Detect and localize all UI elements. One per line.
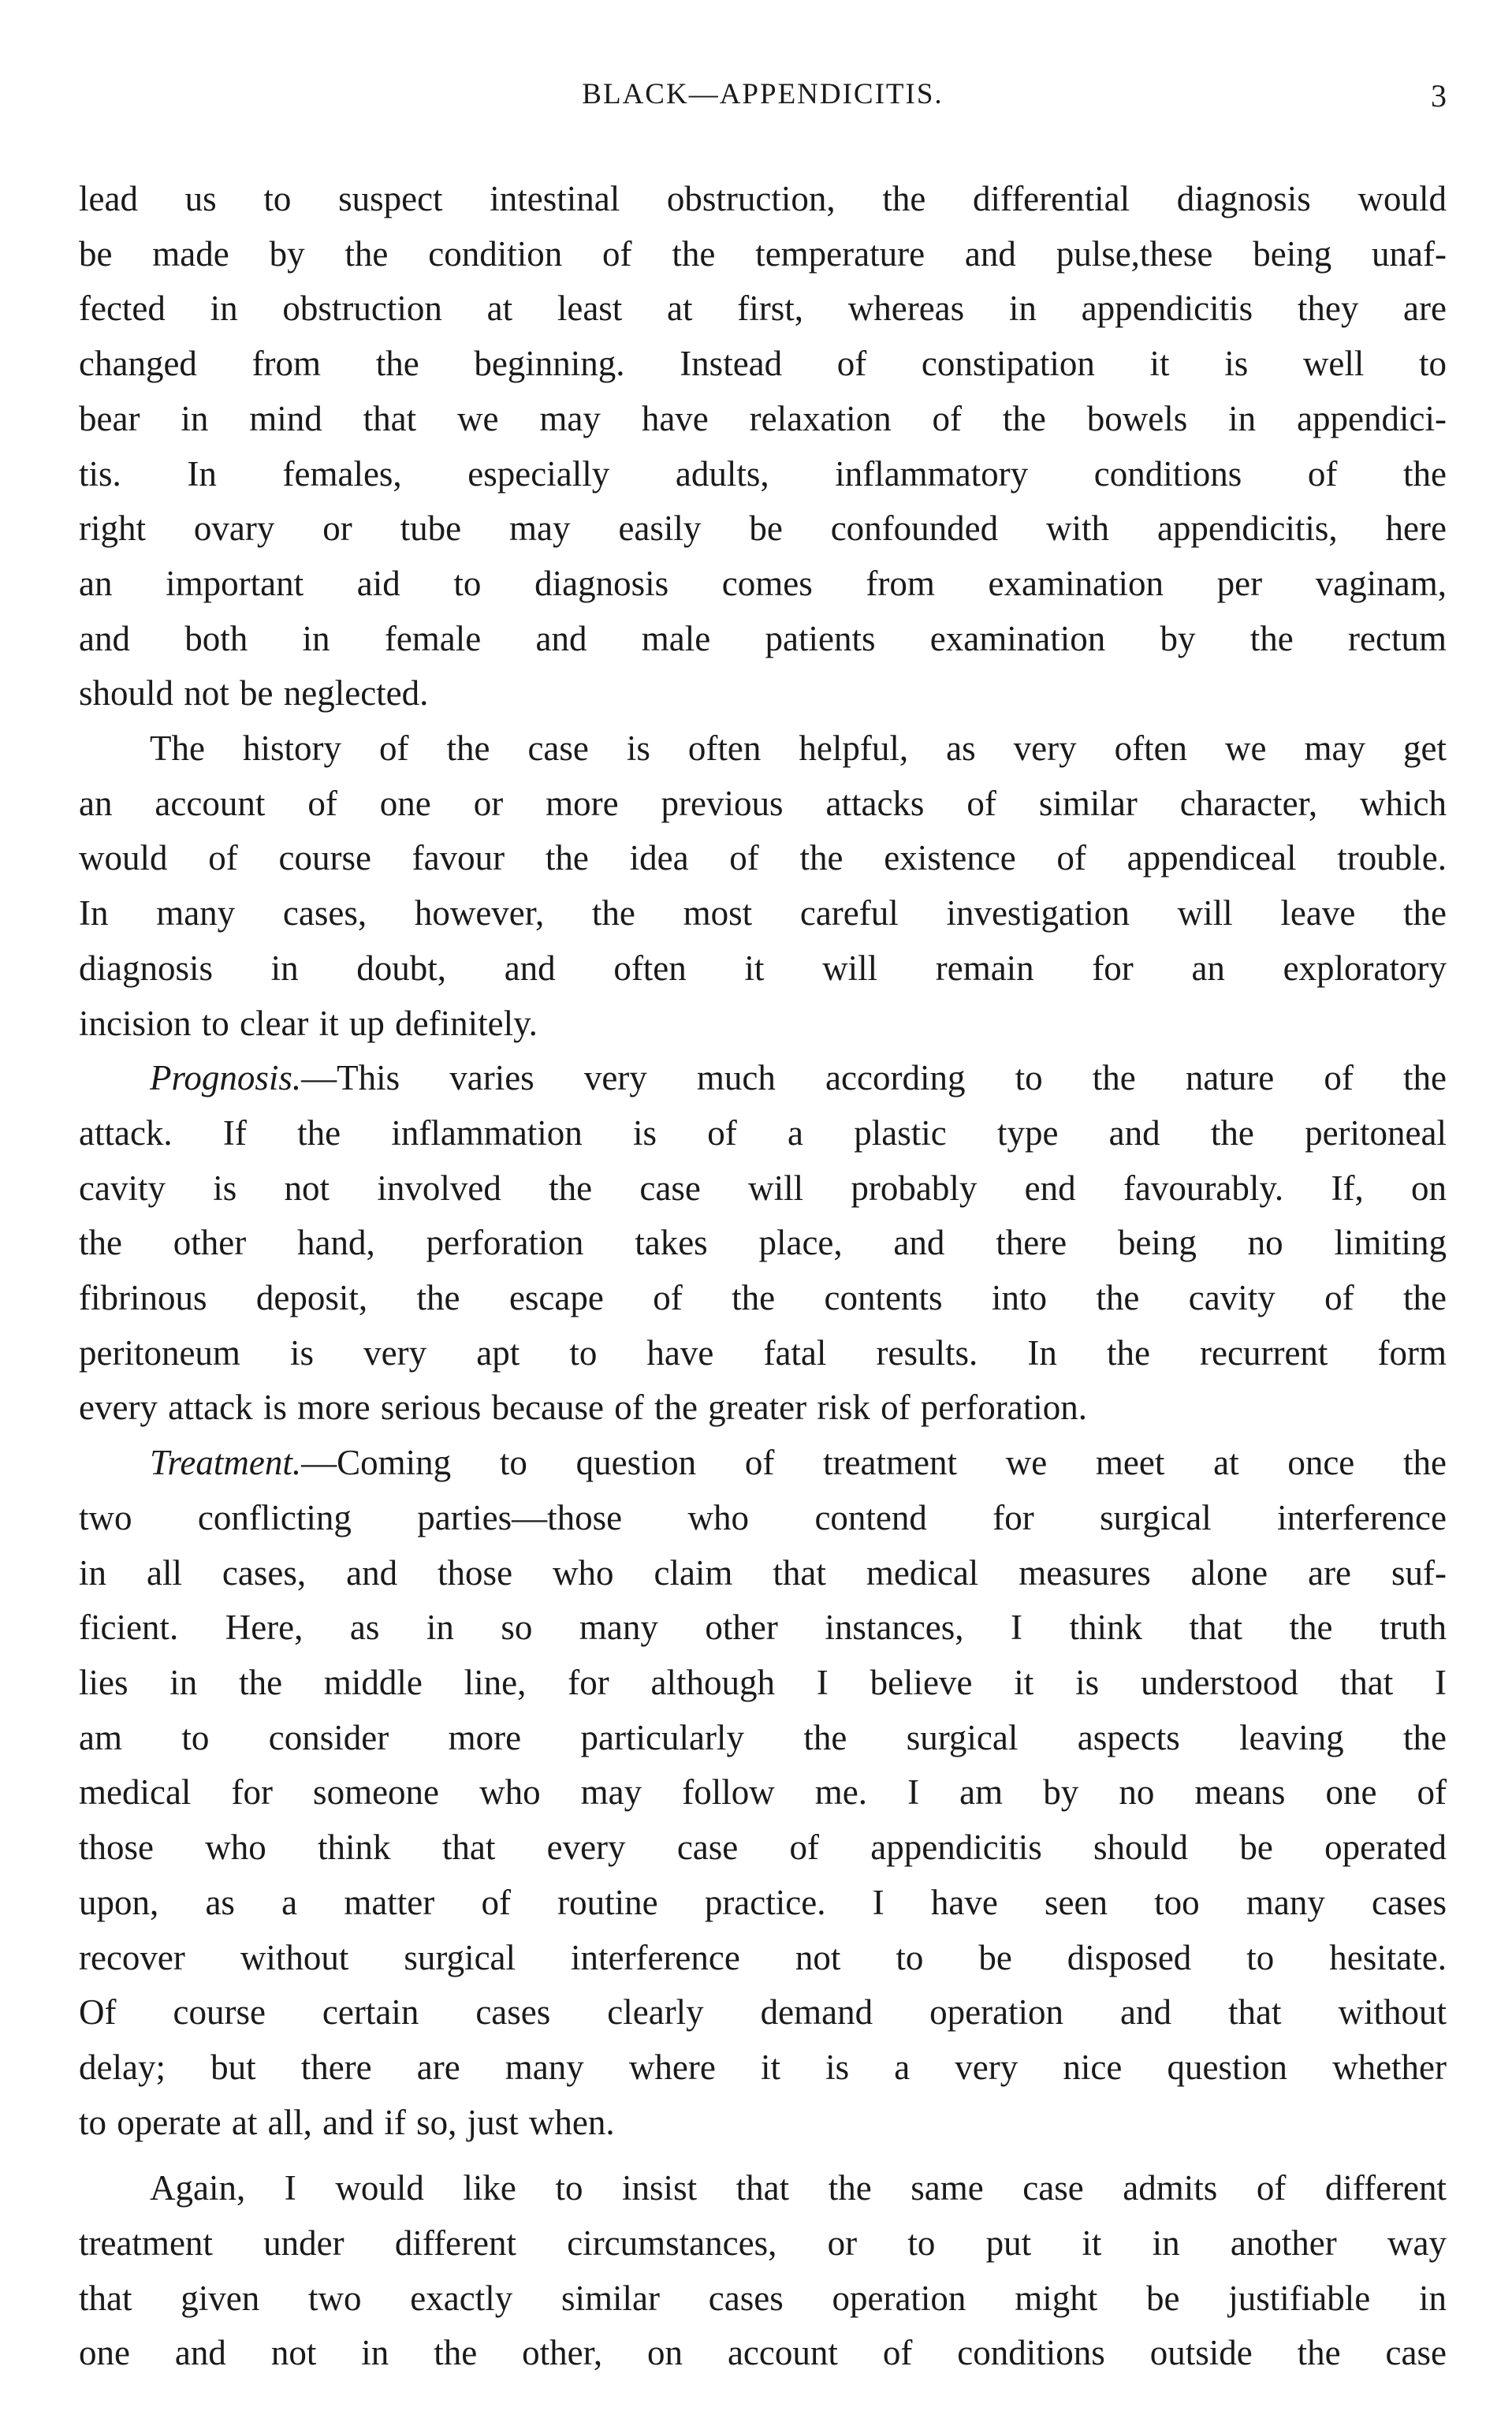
text-line: fibrinous deposit, the escape of the contents into the cavity of the	[79, 1278, 1447, 1318]
text-line: tis. In females, especially adults, inflammatory conditions of the	[79, 453, 1447, 494]
text-line: an account of one or more previous attacks of similar character, which	[79, 783, 1447, 823]
text-line: be made by the condition of the temperature and pulse,these being unaf-	[79, 233, 1447, 274]
text-line: fected in obstruction at least at first, whereas in appendicitis they are	[79, 289, 1447, 329]
text-line: delay; but there are many where it is a very nice question whether	[79, 2047, 1447, 2087]
text-line: cavity is not involved the case will probably end favourably. If, on	[79, 1168, 1447, 1208]
text-line: would of course favour the idea of the existence of appendiceal trouble.	[79, 838, 1447, 878]
text-line	[79, 1436, 1447, 1491]
text-line: should not be neglected.	[79, 673, 429, 714]
book-page	[79, 0, 1447, 2411]
text-line: Of course certain cases clearly demand operation and that without	[79, 1992, 1447, 2033]
text-line-rest: —This varies very much according to the nature of the	[301, 1058, 1447, 1098]
text-line: recover without surgical interference not to be disposed to hesitate.	[79, 1937, 1447, 1977]
text-line: lead us to suspect intestinal obstruction, the differential diagnosis would	[79, 179, 1447, 218]
paragraph-treatment	[79, 1436, 1447, 2150]
text-line: treatment under different circumstances, or to put it in another way	[79, 2223, 1447, 2264]
text-line: an important aid to diagnosis comes from examination per vaginam,	[79, 563, 1447, 603]
text-line: peritoneum is very apt to have fatal results. In the recurrent form	[79, 1332, 1447, 1373]
paragraph-diagnosis-continued	[79, 172, 1447, 721]
paragraph-history	[79, 721, 1447, 1051]
text-line: one and not in the other, on account of conditions outside the case	[79, 2333, 1447, 2373]
running-head	[79, 77, 1447, 125]
text-line: diagnosis in doubt, and often it will remain for an exploratory	[79, 948, 1447, 988]
text-line: am to consider more particularly the surgical aspects leaving the	[79, 1717, 1447, 1757]
text-line: attack. If the inflammation is of a plastic type and the peritoneal	[79, 1112, 1447, 1153]
text-line: medical for someone who may follow me. I am by no means one of	[79, 1772, 1447, 1813]
text-line: Again, I would like to insist that the same case admits of different	[150, 2168, 1447, 2208]
text-line: every attack is more serious because of the greater risk of perforation.	[79, 1388, 1087, 1428]
paragraph-prognosis	[79, 1051, 1447, 1436]
text-line: lies in the middle line, for although I believe it is understood that I	[79, 1662, 1447, 1702]
text-line: The history of the case is often helpful, as very often we may get	[150, 729, 1447, 769]
text-line: to operate at all, and if so, just when.	[79, 2102, 615, 2142]
body-text	[79, 172, 1447, 2381]
text-line: In many cases, however, the most careful investigation will leave the	[79, 893, 1447, 933]
text-line: the other hand, perforation takes place, and there being no limiting	[79, 1223, 1447, 1263]
text-line: right ovary or tube may easily be confounded with appendicitis, here	[79, 509, 1447, 549]
text-line: changed from the beginning. Instead of constipation it is well to	[79, 344, 1447, 384]
page-number: 3	[1431, 78, 1447, 114]
text-line: upon, as a matter of routine practice. I have seen too many cases	[79, 1882, 1447, 1922]
section-heading-prognosis: Prognosis.	[150, 1058, 302, 1098]
text-line: and both in female and male patients examination by the rectum	[79, 618, 1447, 658]
running-title: BLACK—APPENDICITIS.	[582, 78, 944, 110]
text-line: those who think that every case of appendicitis should be operated	[79, 1828, 1447, 1868]
text-line: incision to clear it up definitely.	[79, 1003, 538, 1043]
text-line: in all cases, and those who claim that medical measures alone are suf-	[79, 1552, 1447, 1593]
section-heading-treatment: Treatment.	[150, 1443, 302, 1483]
text-line: bear in mind that we may have relaxation of the bowels in appendici-	[79, 398, 1447, 438]
text-line: that given two exactly similar cases operation might be justifiable in	[79, 2278, 1447, 2318]
text-line: two conflicting parties—those who contend for surgical interference	[79, 1497, 1447, 1537]
text-line	[79, 1051, 1447, 1106]
paragraph-again	[79, 2161, 1447, 2381]
text-line: ficient. Here, as in so many other instances, I think that the truth	[79, 1608, 1447, 1648]
text-line-rest: —Coming to question of treatment we meet at once the	[301, 1443, 1447, 1483]
